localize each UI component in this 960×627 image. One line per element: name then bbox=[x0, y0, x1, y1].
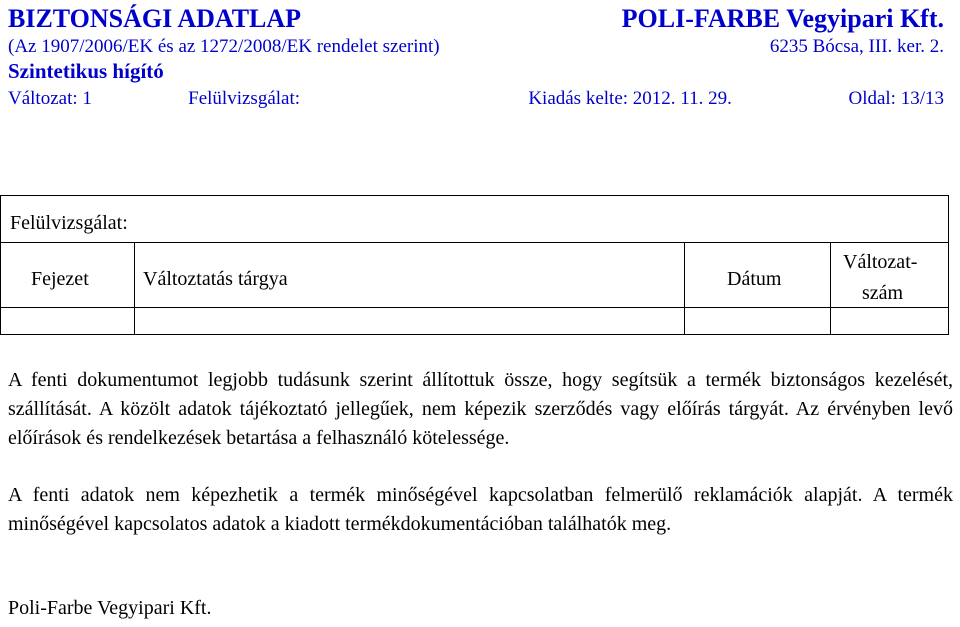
header-meta-row bbox=[8, 88, 944, 110]
table-divider bbox=[134, 242, 135, 334]
company-name: POLI-FARBE Vegyipari Kft. bbox=[621, 4, 944, 33]
revision-table bbox=[0, 195, 949, 335]
quality-paragraph: A fenti adatok nem képezhetik a termék minőségével kapcsolatban felmerülő reklamációk alapját. A termék minőségével kapcsolatos adatok a kiadott termékdokumentációban találhatók meg. bbox=[8, 484, 953, 535]
product-name: Szintetikus hígító bbox=[8, 59, 164, 83]
header-regulation-row bbox=[8, 36, 944, 58]
regulation-text: (Az 1907/2006/EK és az 1272/2008/EK rendelet szerint) bbox=[8, 36, 440, 57]
disclaimer-paragraph: A fenti dokumentumot legjobb tudásunk szerint állítottuk össze, hogy segítsük a termék biztonságos kezelését, szállítását. A közölt adatok tájékoztató jellegűek, nem képezik szerződés vagy előírás tárgyát. Az érvényben levő előírások és rendelkezések betartása a felhasználó kötelessége. bbox=[8, 369, 953, 449]
table-divider bbox=[684, 242, 685, 334]
header-product-row bbox=[8, 59, 164, 83]
page-number: Oldal: 13/13 bbox=[848, 88, 944, 109]
signature: Poli-Farbe Vegyipari Kft. bbox=[8, 597, 212, 619]
table-divider bbox=[1, 242, 948, 243]
column-header-subject: Változtatás tárgya bbox=[143, 268, 288, 290]
header-title-row bbox=[8, 4, 944, 34]
column-header-version-cont: szám bbox=[862, 282, 904, 304]
table-divider bbox=[830, 242, 831, 334]
version-label: Változat: 1 bbox=[8, 88, 92, 109]
column-header-chapter: Fejezet bbox=[31, 268, 89, 290]
document-title: BIZTONSÁGI ADATLAP bbox=[8, 4, 302, 33]
table-divider bbox=[1, 307, 948, 308]
review-label: Felülvizsgálat: bbox=[188, 88, 301, 109]
company-address: 6235 Bócsa, III. ker. 2. bbox=[769, 36, 944, 57]
column-header-version: Változat- bbox=[843, 251, 918, 273]
revision-table-title: Felülvizsgálat: bbox=[10, 212, 128, 234]
column-header-date: Dátum bbox=[727, 268, 782, 290]
issue-date: Kiadás kelte: 2012. 11. 29. bbox=[528, 88, 732, 109]
